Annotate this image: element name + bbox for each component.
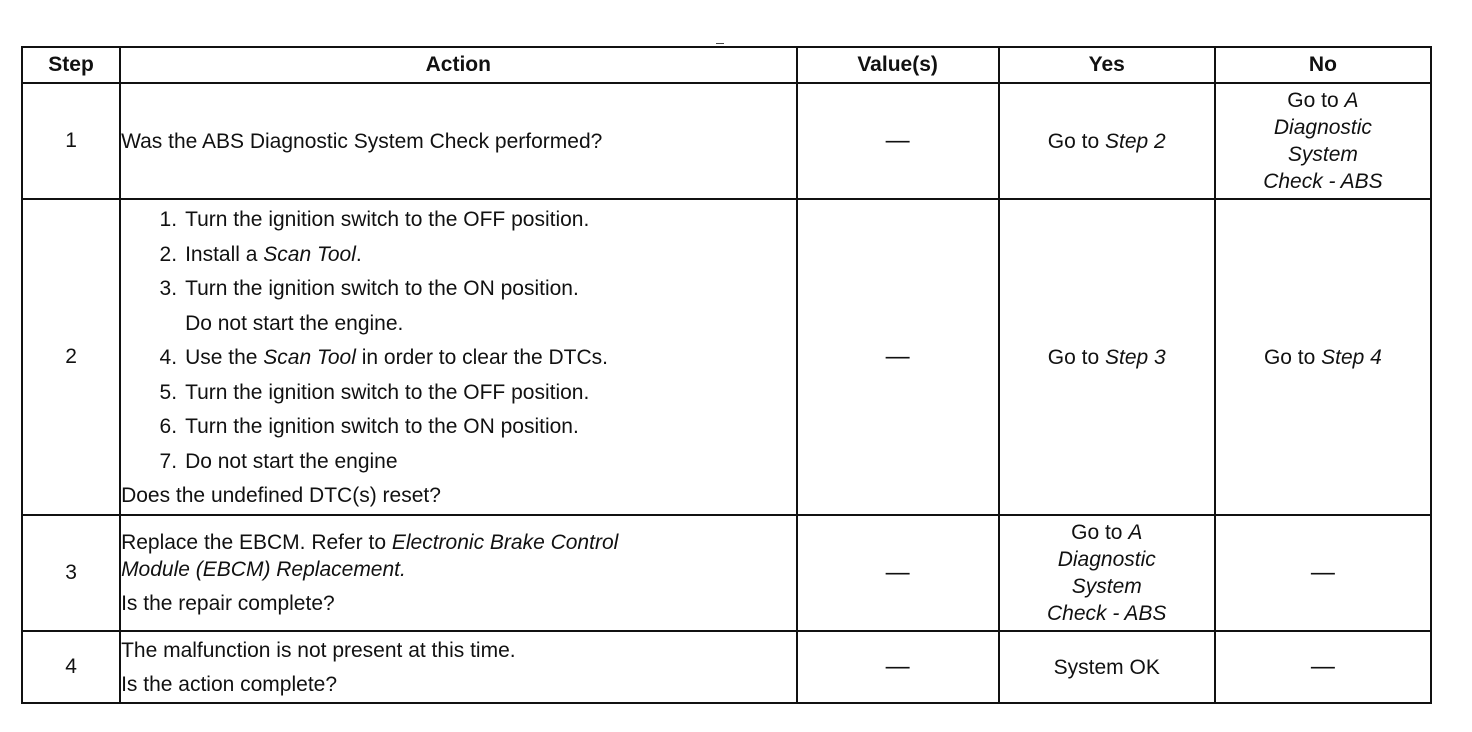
- substep-text: in order to clear the DTCs.: [355, 346, 608, 369]
- substep-text: Turn the ignition switch to the OFF position.: [185, 380, 590, 404]
- list-item: [153, 445, 795, 480]
- header-no: No: [1215, 47, 1431, 83]
- header-yes: Yes: [999, 47, 1215, 83]
- table-row: [22, 83, 1431, 199]
- table-row: [22, 515, 1431, 631]
- action-cell: [120, 199, 796, 515]
- yes-cell: [999, 199, 1215, 515]
- header-step: Step: [22, 47, 120, 83]
- scan-tool-ref: Scan Tool: [263, 242, 356, 266]
- yes-step-link[interactable]: Step 3: [1104, 345, 1166, 369]
- no-step-link[interactable]: Step 4: [1321, 345, 1382, 369]
- ebcm-replacement-link-line1[interactable]: Electronic Brake Control: [391, 531, 619, 554]
- step-number: 2: [22, 199, 120, 515]
- action-question: Does the undefined DTC(s) reset?: [121, 484, 441, 507]
- substep-text: Install a: [185, 242, 264, 266]
- substep-text: Turn the ignition switch to the ON position.: [185, 277, 579, 300]
- list-item: [153, 307, 795, 342]
- header-action: Action: [120, 47, 796, 83]
- no-prefix: Go to: [1287, 89, 1345, 112]
- action-question: Is the action complete?: [121, 673, 338, 696]
- yes-ref-link-line2[interactable]: Diagnostic: [1057, 548, 1156, 571]
- value-cell: —: [797, 631, 999, 703]
- value-cell: —: [797, 199, 999, 515]
- yes-cell: [999, 515, 1215, 631]
- list-item: [153, 238, 795, 273]
- action-text: The malfunction is not present at this time.: [121, 639, 516, 662]
- yes-cell: [999, 83, 1215, 199]
- substep-number: 7.: [159, 449, 178, 473]
- yes-prefix: Go to: [1071, 521, 1129, 544]
- substep-number: 1.: [159, 208, 178, 231]
- yes-ref-link-line4[interactable]: Check - ABS: [1047, 602, 1167, 625]
- no-ref-link-line1[interactable]: A: [1344, 89, 1359, 112]
- diagnostic-table: [21, 46, 1432, 704]
- no-cell: —: [1215, 515, 1431, 631]
- step-number: 4: [22, 631, 120, 703]
- substep-number: 2.: [159, 242, 178, 266]
- substep-number: 6.: [159, 415, 178, 438]
- yes-prefix: Go to: [1047, 129, 1105, 153]
- substep-text: Turn the ignition switch to the OFF position.: [185, 208, 590, 231]
- action-cell: [120, 83, 796, 199]
- yes-cell: System OK: [999, 631, 1215, 703]
- yes-ref-link-line1[interactable]: A: [1128, 521, 1143, 544]
- list-item: [153, 341, 795, 376]
- no-ref-link-line4[interactable]: Check - ABS: [1263, 170, 1383, 193]
- table-row: [22, 199, 1431, 515]
- action-cell: [120, 515, 796, 631]
- substep-number: 3.: [159, 277, 178, 300]
- scan-tool-ref: Scan Tool: [263, 346, 356, 369]
- yes-step-link[interactable]: Step 2: [1104, 129, 1166, 153]
- table-row: [22, 631, 1431, 703]
- value-cell: —: [797, 515, 999, 631]
- list-item: [153, 376, 795, 411]
- no-cell: [1215, 83, 1431, 199]
- substep-text: Turn the ignition switch to the ON position.: [185, 415, 579, 438]
- header-row: [22, 47, 1431, 83]
- list-item: [153, 203, 795, 238]
- action-question: Is the repair complete?: [121, 592, 335, 615]
- no-ref-link-line3[interactable]: System: [1287, 143, 1358, 166]
- value-cell: —: [797, 83, 999, 199]
- substep-number: 5.: [159, 380, 178, 404]
- ebcm-replacement-link-line2[interactable]: Module (EBCM) Replacement.: [121, 558, 406, 581]
- yes-ref-link-line3[interactable]: System: [1071, 575, 1142, 598]
- step-number: 1: [22, 83, 120, 199]
- yes-prefix: Go to: [1047, 345, 1105, 369]
- no-cell: —: [1215, 631, 1431, 703]
- step-number: 3: [22, 515, 120, 631]
- no-ref-link-line2[interactable]: Diagnostic: [1273, 116, 1372, 139]
- substep-list: [121, 203, 795, 479]
- no-prefix: Go to: [1263, 345, 1322, 369]
- list-item: [153, 272, 795, 307]
- action-text: Was the ABS Diagnostic System Check performed?: [121, 129, 603, 153]
- substep-number: 4.: [159, 346, 178, 369]
- stray-mark: [716, 43, 724, 44]
- substep-text: Use the: [185, 346, 264, 369]
- list-item: [153, 410, 795, 445]
- substep-text: .: [355, 242, 362, 266]
- substep-text: Do not start the engine.: [185, 311, 404, 335]
- action-text: Replace the EBCM. Refer to: [121, 531, 392, 554]
- no-cell: [1215, 199, 1431, 515]
- substep-text: Do not start the engine: [185, 449, 398, 473]
- action-cell: [120, 631, 796, 703]
- header-values: Value(s): [797, 47, 999, 83]
